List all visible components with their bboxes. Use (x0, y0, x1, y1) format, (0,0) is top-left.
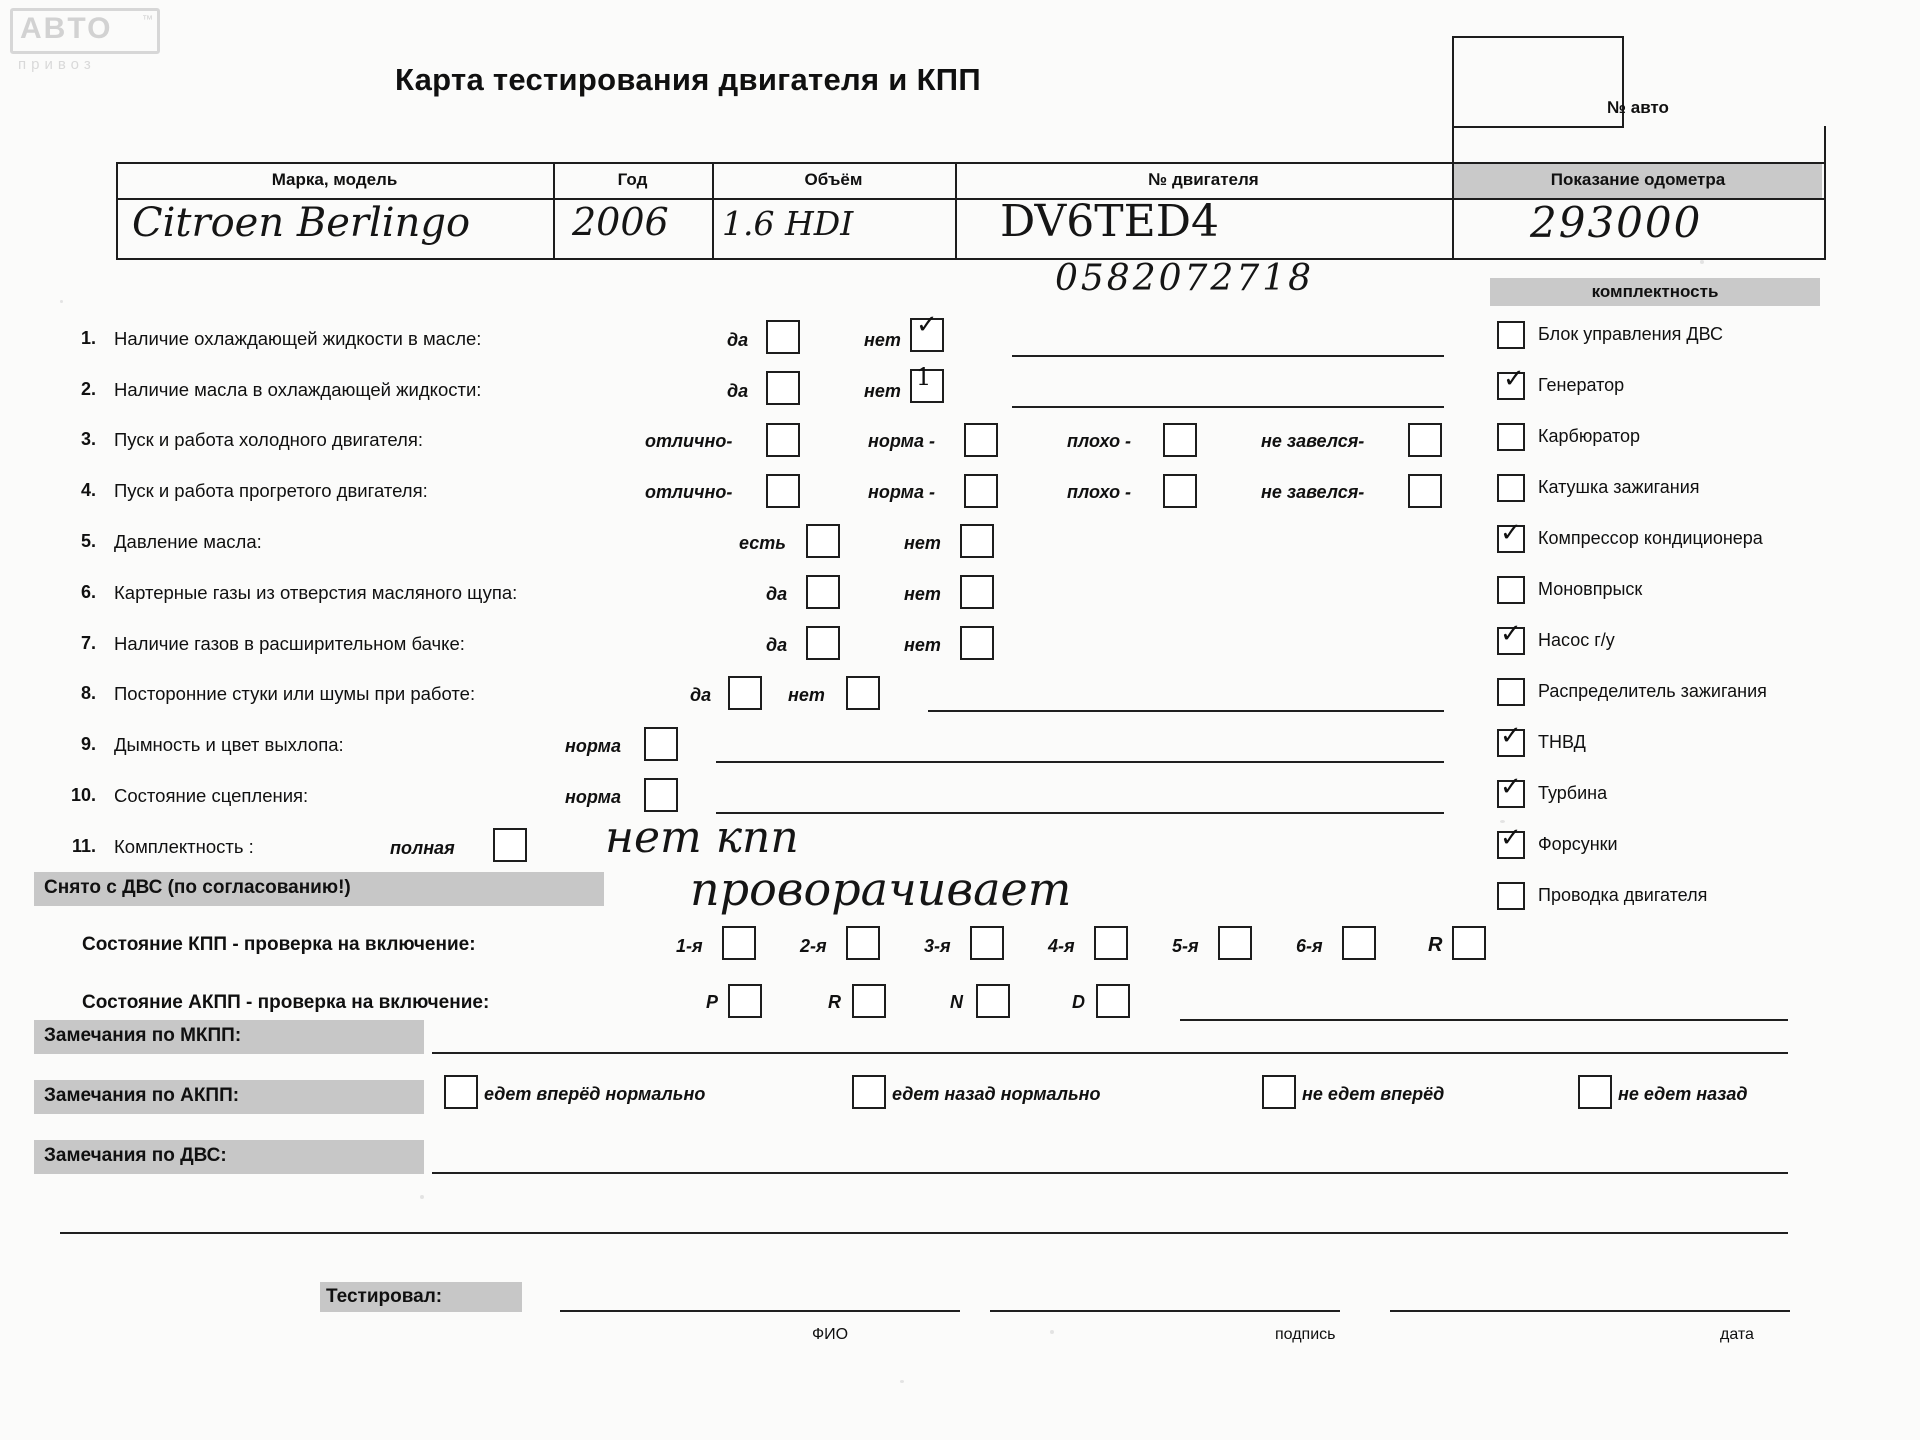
row-9-write-line (716, 761, 1444, 763)
akpp-label-r: R (828, 992, 841, 1012)
row-10-checkbox-norma[interactable] (644, 778, 678, 812)
handwritten-note-2: проворачивает (690, 862, 1072, 916)
akpp-label-d: D (1072, 992, 1085, 1012)
row-question-2: Наличие масла в охлаждающей жидкости: (114, 379, 482, 400)
row-number-11: 11. (71, 836, 96, 856)
notes-mkpp-label: Замечания по МКПП: (44, 1025, 242, 1046)
header-engine-no: № двигателя (1148, 170, 1259, 189)
row-number-2: 2. (80, 379, 96, 399)
paper-speck (1050, 1330, 1054, 1334)
row-9-option-norma: норма (565, 736, 621, 756)
akpp-note-checkbox-3[interactable] (1578, 1075, 1612, 1109)
akpp-note-checkbox-2[interactable] (1262, 1075, 1296, 1109)
row-2-option-net: нет (864, 381, 901, 401)
row-2-check-mark: 1 (916, 363, 932, 391)
row-7-option-net: нет (904, 635, 941, 655)
row-5-option-yes: есть (739, 533, 786, 553)
gear-label-1: 1-я (676, 936, 703, 956)
value-volume: 1.6 НDI (722, 204, 854, 243)
row-4-checkbox-excellent[interactable] (766, 474, 800, 508)
header-auto-no: № авто (1607, 98, 1669, 117)
row-9-checkbox-norma[interactable] (644, 727, 678, 761)
row-number-9: 9. (80, 734, 96, 754)
row-question-10: Состояние сцепления: (114, 785, 309, 806)
row-1-option-da: да (727, 330, 749, 350)
row-2-checkbox-da[interactable] (766, 371, 800, 405)
completeness-label-10: Форсунки (1538, 834, 1618, 854)
row-8-option-net: нет (788, 685, 825, 705)
row-1-checkbox-da[interactable] (766, 320, 800, 354)
row-2-option-da: да (727, 381, 749, 401)
table-border (116, 258, 1826, 260)
table-border (1452, 36, 1624, 38)
row-6-checkbox-net[interactable] (960, 575, 994, 609)
akpp-state-label: Состояние АКПП - проверка на включение: (82, 992, 490, 1013)
akpp-label-p: P (706, 992, 719, 1012)
row-10-option-norma: норма (565, 787, 621, 807)
fio-line (560, 1310, 960, 1312)
table-border (1824, 126, 1826, 260)
akpp-checkbox-r[interactable] (852, 984, 886, 1018)
row-7-checkbox-da[interactable] (806, 626, 840, 660)
row-question-4: Пуск и работа прогретого двигателя: (114, 480, 428, 501)
row-6-option-net: нет (904, 584, 941, 604)
watermark-bottom-text: привоз (18, 56, 96, 73)
gear-label-4: 4-я (1048, 936, 1075, 956)
gear-label-r: R (1428, 934, 1443, 956)
row-question-6: Картерные газы из отверстия масляного щупа: (114, 582, 518, 603)
row-8-checkbox-net[interactable] (846, 676, 880, 710)
gear-checkbox-3[interactable] (970, 926, 1004, 960)
notes-akpp-label: Замечания по АКПП: (44, 1085, 240, 1106)
handwritten-note-1: нет кпп (605, 812, 799, 863)
fio-caption: ФИО (812, 1326, 849, 1343)
notes-dvs-line-2 (60, 1232, 1788, 1234)
row-4-option-nostart: не завелся- (1261, 482, 1365, 502)
row-question-5: Давление масла: (114, 531, 262, 552)
row-number-6: 6. (80, 582, 96, 602)
completeness-checkbox-11[interactable] (1497, 882, 1525, 910)
row-number-4: 4. (80, 480, 96, 500)
completeness-label-3: Катушка зажигания (1538, 477, 1700, 497)
row-4-checkbox-normal[interactable] (964, 474, 998, 508)
row-10-write-line (716, 812, 1444, 814)
row-8-write-line (928, 710, 1444, 712)
row-question-3: Пуск и работа холодного двигателя: (114, 429, 423, 450)
row-2-write-line (1012, 406, 1444, 408)
gear-label-5: 5-я (1172, 936, 1199, 956)
value-engine-no-secondary: 0582072718 (1055, 258, 1315, 299)
row-3-checkbox-normal[interactable] (964, 423, 998, 457)
akpp-note-label-0: едет вперёд нормально (484, 1084, 706, 1104)
gear-checkbox-4[interactable] (1094, 926, 1128, 960)
row-3-checkbox-nostart[interactable] (1408, 423, 1442, 457)
akpp-note-checkbox-0[interactable] (444, 1075, 478, 1109)
value-brand-model: Citroen Berlingo (132, 200, 471, 246)
completeness-label-4: Компрессор кондиционера (1538, 528, 1763, 548)
paper-speck (420, 1195, 424, 1199)
page-title: Карта тестирования двигателя и КПП (395, 62, 981, 97)
gear-checkbox-5[interactable] (1218, 926, 1252, 960)
completeness-checkbox-7[interactable] (1497, 678, 1525, 706)
watermark-top-text: ABTO (20, 12, 113, 45)
date-line (1390, 1310, 1790, 1312)
header-volume: Объём (804, 170, 863, 189)
completeness-label-0: Блок управления ДВС (1538, 324, 1723, 344)
akpp-checkbox-d[interactable] (1096, 984, 1130, 1018)
row-question-11: Комплектность : (114, 836, 254, 857)
paper-speck (1700, 260, 1704, 264)
paper-speck (900, 1380, 904, 1383)
row-3-option-bad: плохо - (1067, 431, 1132, 451)
completeness-checkbox-2[interactable] (1497, 423, 1525, 451)
signature-caption: подпись (1275, 1326, 1336, 1343)
row-number-7: 7. (80, 633, 96, 653)
date-caption: дата (1720, 1326, 1754, 1343)
completeness-check-mark-10: ✓ (1500, 823, 1522, 853)
row-5-checkbox-no[interactable] (960, 524, 994, 558)
row-number-10: 10. (70, 785, 96, 805)
row-number-1: 1. (80, 328, 96, 348)
row-number-5: 5. (80, 531, 96, 551)
completeness-label-7: Распределитель зажигания (1538, 681, 1767, 701)
gear-checkbox-1[interactable] (722, 926, 756, 960)
row-number-8: 8. (80, 683, 96, 703)
row-question-1: Наличие охлаждающей жидкости в масле: (114, 328, 482, 349)
header-brand-model: Марка, модель (271, 170, 398, 189)
completeness-label-2: Карбюратор (1538, 426, 1641, 446)
completeness-check-mark-1: ✓ (1503, 364, 1525, 394)
header-odometer: Показание одометра (1550, 170, 1726, 189)
akpp-write-line (1180, 1019, 1788, 1021)
row-1-write-line (1012, 355, 1444, 357)
notes-mkpp-line (432, 1052, 1788, 1054)
completeness-check-mark-6: ✓ (1500, 619, 1522, 649)
row-1-check-mark: ✓ (916, 310, 938, 340)
table-border (1452, 126, 1624, 128)
row-question-7: Наличие газов в расширительном бачке: (114, 633, 465, 654)
row-3-checkbox-excellent[interactable] (766, 423, 800, 457)
gear-label-2: 2-я (800, 936, 827, 956)
notes-dvs-label: Замечания по ДВС: (44, 1145, 227, 1166)
row-question-8: Посторонние стуки или шумы при работе: (114, 683, 476, 704)
gear-checkbox-2[interactable] (846, 926, 880, 960)
completeness-label-1: Генератор (1538, 375, 1625, 395)
watermark-trademark: ™ (142, 14, 153, 26)
row-5-option-no: нет (904, 533, 941, 553)
value-year: 2006 (572, 200, 669, 244)
completeness-label-5: Моновпрыск (1538, 579, 1643, 599)
signature-line (990, 1310, 1340, 1312)
completeness-check-mark-9: ✓ (1500, 772, 1522, 802)
gear-label-6: 6-я (1296, 936, 1323, 956)
row-4-option-bad: плохо - (1067, 482, 1132, 502)
row-11-checkbox-full[interactable] (493, 828, 527, 862)
row-4-option-excellent: отлично- (645, 482, 733, 502)
row-number-3: 3. (80, 429, 96, 449)
tested-by-label: Тестировал: (326, 1286, 443, 1307)
akpp-note-checkbox-1[interactable] (852, 1075, 886, 1109)
row-4-checkbox-nostart[interactable] (1408, 474, 1442, 508)
completeness-header: комплектность (1591, 282, 1719, 301)
completeness-check-mark-8: ✓ (1500, 721, 1522, 751)
row-question-9: Дымность и цвет выхлопа: (114, 734, 344, 755)
row-8-option-da: да (690, 685, 712, 705)
akpp-note-label-3: не едет назад (1618, 1084, 1748, 1104)
completeness-label-6: Насос г/у (1538, 630, 1615, 650)
completeness-label-11: Проводка двигателя (1538, 885, 1708, 905)
value-odometer: 293000 (1530, 198, 1703, 247)
row-8-checkbox-da[interactable] (728, 676, 762, 710)
akpp-checkbox-n[interactable] (976, 984, 1010, 1018)
row-6-checkbox-da[interactable] (806, 575, 840, 609)
completeness-check-mark-4: ✓ (1500, 518, 1522, 548)
completeness-checkbox-0[interactable] (1497, 321, 1525, 349)
paper-speck (60, 300, 63, 303)
row-1-option-net: нет (864, 330, 901, 350)
gear-label-3: 3-я (924, 936, 951, 956)
row-4-option-normal: норма - (868, 482, 935, 502)
row-7-option-da: да (766, 635, 788, 655)
row-3-option-nostart: не завелся- (1261, 431, 1365, 451)
akpp-note-label-2: не едет вперёд (1302, 1084, 1445, 1104)
row-6-option-da: да (766, 584, 788, 604)
row-11-option-full: полная (390, 838, 455, 858)
gear-checkbox-r[interactable] (1452, 926, 1486, 960)
header-year: Год (617, 170, 648, 189)
row-4-checkbox-bad[interactable] (1163, 474, 1197, 508)
removed-section-title: Снято с ДВС (по согласованию!) (44, 877, 351, 898)
row-3-checkbox-bad[interactable] (1163, 423, 1197, 457)
row-3-option-excellent: отлично- (645, 431, 733, 451)
value-engine-no: DV6TED4 (1000, 196, 1220, 247)
completeness-checkbox-5[interactable] (1497, 576, 1525, 604)
akpp-checkbox-p[interactable] (728, 984, 762, 1018)
notes-dvs-line (432, 1172, 1788, 1174)
avtoprivoz-watermark (10, 8, 170, 78)
row-3-option-normal: норма - (868, 431, 935, 451)
row-7-checkbox-net[interactable] (960, 626, 994, 660)
completeness-checkbox-3[interactable] (1497, 474, 1525, 502)
akpp-label-n: N (950, 992, 963, 1012)
mkpp-state-label: Состояние КПП - проверка на включение: (82, 934, 476, 955)
row-5-checkbox-yes[interactable] (806, 524, 840, 558)
completeness-label-9: Турбина (1538, 783, 1608, 803)
akpp-note-label-1: едет назад нормально (892, 1084, 1101, 1104)
completeness-label-8: ТНВД (1538, 732, 1586, 752)
gear-checkbox-6[interactable] (1342, 926, 1376, 960)
